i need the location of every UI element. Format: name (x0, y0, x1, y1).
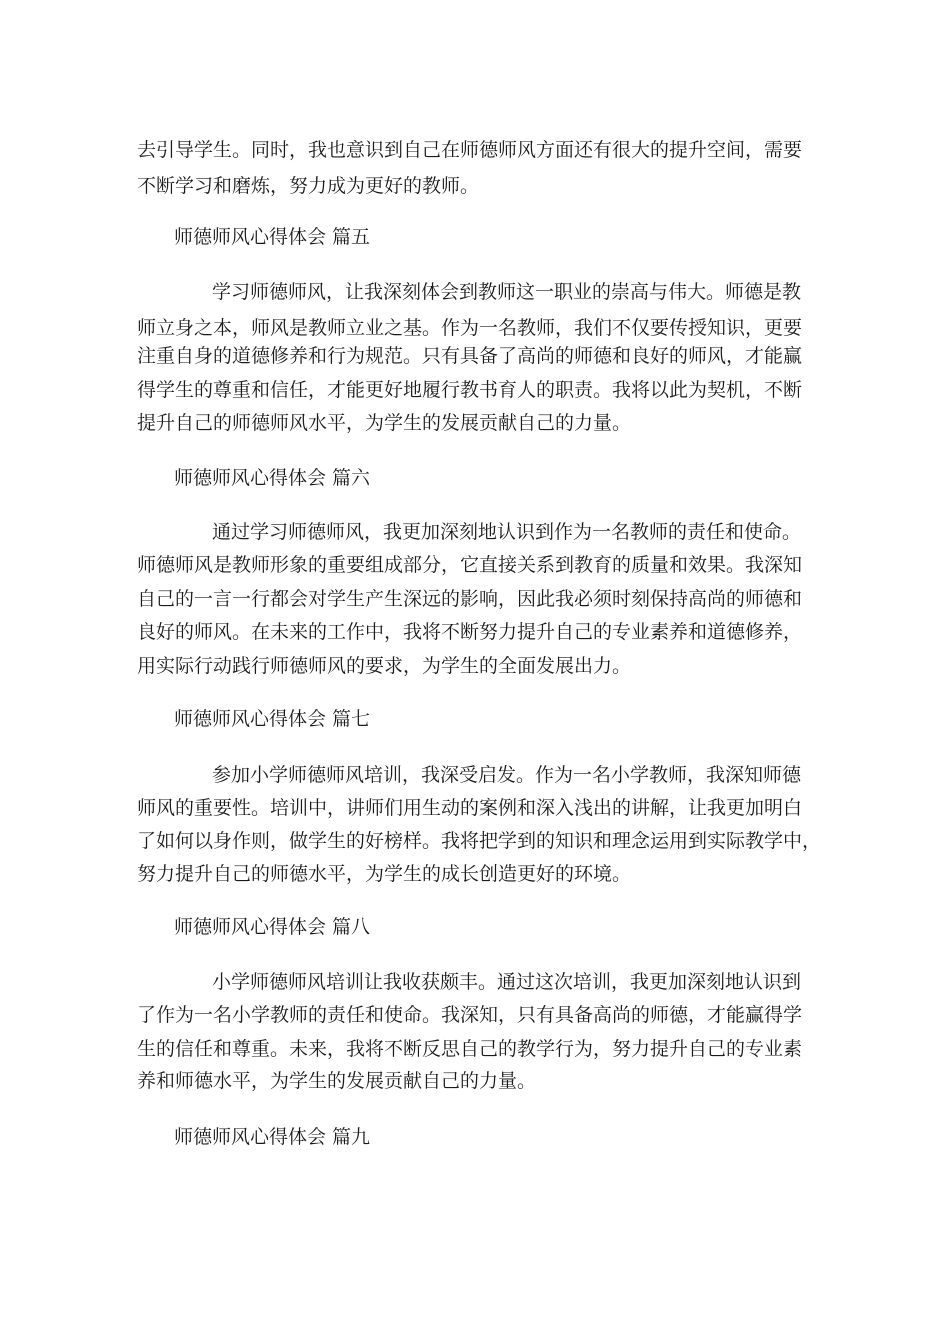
paragraph-line: 良好的师风。在未来的工作中，我将不断努力提升自己的专业素养和道德修养， (137, 621, 803, 643)
paragraph-line: 师德师风是教师形象的重要组成部分，它直接关系到教育的质量和效果。我深知 (137, 554, 803, 576)
paragraph-line: 提升自己的师德师风水平，为学生的发展贡献自己的力量。 (137, 412, 632, 434)
paragraph-line: 自己的一言一行都会对学生产生深远的影响，因此我必须时刻保持高尚的师德和 (137, 588, 803, 610)
paragraph-line: 师立身之本，师风是教师立业之基。作为一名教师，我们不仅要传授知识，更要 (137, 317, 803, 339)
paragraph-line: 学习师德师风，让我深刻体会到教师这一职业的崇高与伟大。师德是教 (212, 281, 802, 303)
section-heading: 师德师风心得体会 篇六 (174, 467, 371, 489)
paragraph-line: 注重自身的道德修养和行为规范。只有具备了高尚的师德和良好的师风，才能赢 (137, 345, 803, 367)
paragraph-line: 通过学习师德师风，我更加深刻地认识到作为一名教师的责任和使命。 (212, 521, 802, 543)
paragraph-line: 不断学习和磨炼，努力成为更好的教师。 (137, 175, 480, 197)
paragraph-line: 师风的重要性。培训中，讲师们用生动的案例和深入浅出的讲解，让我更加明白 (137, 797, 803, 819)
section-heading: 师德师风心得体会 篇八 (174, 916, 371, 938)
section-heading: 师德师风心得体会 篇五 (174, 226, 371, 248)
paragraph-line: 小学师德师风培训让我收获颇丰。通过这次培训，我更加深刻地认识到 (212, 971, 802, 993)
paragraph-line: 了作为一名小学教师的责任和使命。我深知，只有具备高尚的师德，才能赢得学 (137, 1004, 803, 1026)
paragraph-line: 养和师德水平，为学生的发展贡献自己的力量。 (137, 1070, 537, 1092)
paragraph-line: 用实际行动践行师德师风的要求，为学生的全面发展出力。 (137, 655, 632, 677)
paragraph-line: 了如何以身作则，做学生的好榜样。我将把学到的知识和理念运用到实际教学中， (137, 830, 822, 852)
paragraph-line: 努力提升自己的师德水平，为学生的成长创造更好的环境。 (137, 863, 632, 885)
paragraph-line: 去引导学生。同时，我也意识到自己在师德师风方面还有很大的提升空间，需要 (137, 139, 803, 161)
paragraph-line: 生的信任和尊重。未来，我将不断反思自己的教学行为，努力提升自己的专业素 (137, 1038, 803, 1060)
section-heading: 师德师风心得体会 篇七 (174, 708, 371, 730)
paragraph-line: 得学生的尊重和信任，才能更好地履行教书育人的职责。我将以此为契机，不断 (137, 379, 803, 401)
section-heading: 师德师风心得体会 篇九 (174, 1126, 371, 1148)
paragraph-line: 参加小学师德师风培训，我深受启发。作为一名小学教师，我深知师德 (212, 764, 802, 786)
